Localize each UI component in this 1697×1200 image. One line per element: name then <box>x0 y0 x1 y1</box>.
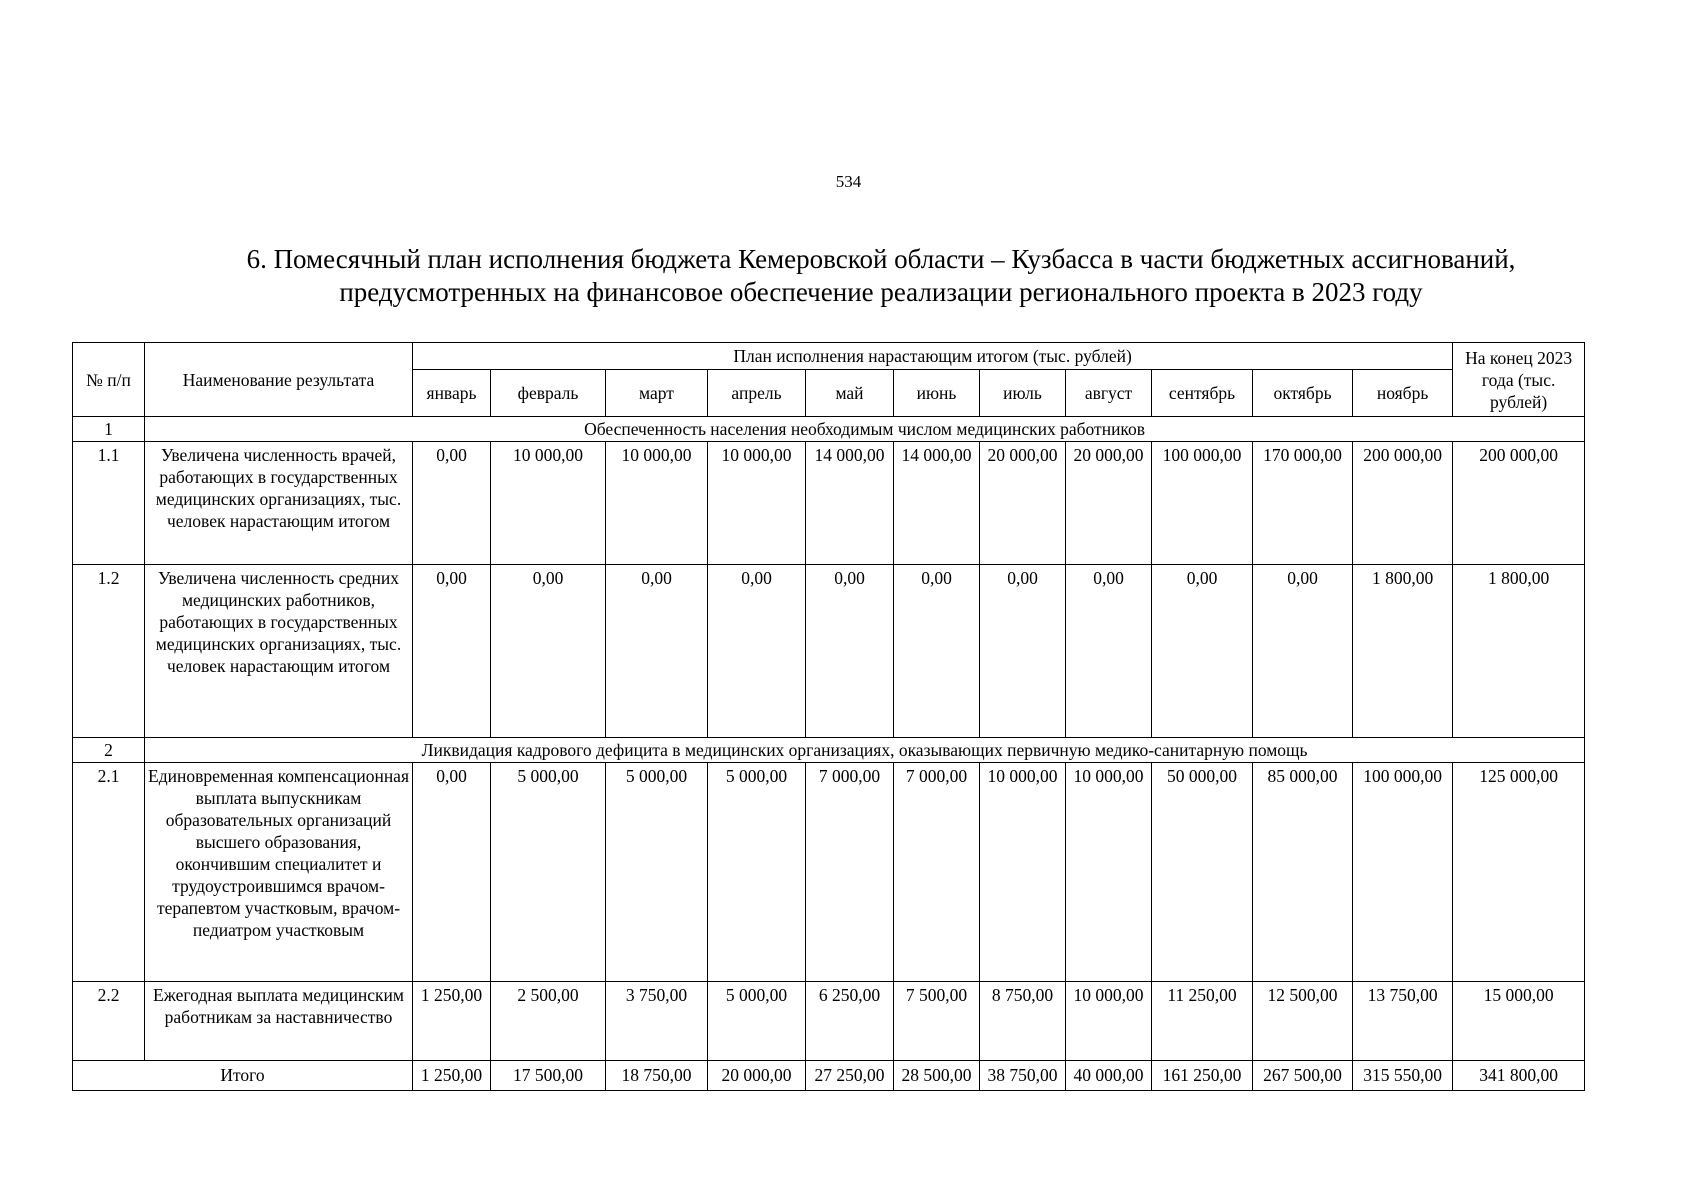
value-cell: 1 250,00 <box>413 982 491 1061</box>
row-name: Увеличена численность средних медицинских работников, работающих в государственных медицинских организациях, тыс. человек нарастающим итогом <box>145 565 413 738</box>
table-header-row <box>73 343 1585 370</box>
value-cell: 7 500,00 <box>894 982 980 1061</box>
value-cell: 0,00 <box>894 565 980 738</box>
value-cell: 8 750,00 <box>980 982 1066 1061</box>
header-name: Наименование результата <box>145 343 413 417</box>
value-cell: 10 000,00 <box>1066 982 1152 1061</box>
value-cell: 5 000,00 <box>708 982 806 1061</box>
value-cell: 10 000,00 <box>1066 763 1152 982</box>
table-row <box>73 763 1585 982</box>
value-cell: 0,00 <box>491 565 606 738</box>
header-month-jul: июль <box>980 370 1066 417</box>
header-month-aug: август <box>1066 370 1152 417</box>
row-num: 2.2 <box>73 982 145 1061</box>
value-cell: 14 000,00 <box>806 442 894 565</box>
total-value-cell: 315 550,00 <box>1353 1061 1453 1091</box>
value-cell: 13 750,00 <box>1353 982 1453 1061</box>
value-cell: 10 000,00 <box>491 442 606 565</box>
value-cell: 85 000,00 <box>1253 763 1353 982</box>
section-row <box>73 738 1585 763</box>
header-month-apr: апрель <box>708 370 806 417</box>
value-cell: 12 500,00 <box>1253 982 1353 1061</box>
total-value-cell: 17 500,00 <box>491 1061 606 1091</box>
total-value-cell: 267 500,00 <box>1253 1061 1353 1091</box>
section-title: Ликвидация кадрового дефицита в медицинских организациях, оказывающих первичную медико-санитарную помощь <box>145 738 1585 763</box>
value-cell: 0,00 <box>1152 565 1253 738</box>
total-value-cell: 1 250,00 <box>413 1061 491 1091</box>
total-value-cell: 40 000,00 <box>1066 1061 1152 1091</box>
table-row <box>73 565 1585 738</box>
header-month-may: май <box>806 370 894 417</box>
value-cell: 7 000,00 <box>894 763 980 982</box>
value-cell: 14 000,00 <box>894 442 980 565</box>
row-name: Увеличена численность врачей, работающих в государственных медицинских организациях, тыс. человек нарастающим итогом <box>145 442 413 565</box>
total-value-cell: 27 250,00 <box>806 1061 894 1091</box>
total-cell: 1 800,00 <box>1453 565 1585 738</box>
header-plan-group: План исполнения нарастающим итогом (тыс. рублей) <box>413 343 1453 370</box>
value-cell: 10 000,00 <box>980 763 1066 982</box>
value-cell: 0,00 <box>413 763 491 982</box>
row-num: 1.1 <box>73 442 145 565</box>
value-cell: 0,00 <box>413 442 491 565</box>
value-cell: 10 000,00 <box>606 442 708 565</box>
value-cell: 5 000,00 <box>708 763 806 982</box>
value-cell: 20 000,00 <box>980 442 1066 565</box>
row-name: Ежегодная выплата медицинским работникам за наставничество <box>145 982 413 1061</box>
header-month-jan: январь <box>413 370 491 417</box>
header-num: № п/п <box>73 343 145 417</box>
value-cell: 5 000,00 <box>491 763 606 982</box>
value-cell: 50 000,00 <box>1152 763 1253 982</box>
value-cell: 20 000,00 <box>1066 442 1152 565</box>
total-value-cell: 28 500,00 <box>894 1061 980 1091</box>
value-cell: 170 000,00 <box>1253 442 1353 565</box>
value-cell: 100 000,00 <box>1152 442 1253 565</box>
total-value-cell: 20 000,00 <box>708 1061 806 1091</box>
document-title-line-1: 6. Помесячный план исполнения бюджета Кемеровской области – Кузбасса в части бюджетных ассигнований, <box>246 244 1516 274</box>
header-month-jun: июнь <box>894 370 980 417</box>
value-cell: 1 800,00 <box>1353 565 1453 738</box>
value-cell: 0,00 <box>606 565 708 738</box>
table-row <box>73 982 1585 1061</box>
value-cell: 5 000,00 <box>606 763 708 982</box>
total-cell: 125 000,00 <box>1453 763 1585 982</box>
value-cell: 2 500,00 <box>491 982 606 1061</box>
total-value-cell: 38 750,00 <box>980 1061 1066 1091</box>
value-cell: 0,00 <box>980 565 1066 738</box>
value-cell: 0,00 <box>708 565 806 738</box>
header-month-feb: февраль <box>491 370 606 417</box>
section-num: 2 <box>73 738 145 763</box>
page-number: 534 <box>835 172 862 191</box>
total-value-cell: 18 750,00 <box>606 1061 708 1091</box>
total-label: Итого <box>73 1061 413 1091</box>
row-num: 1.2 <box>73 565 145 738</box>
total-cell: 15 000,00 <box>1453 982 1585 1061</box>
document-title <box>150 243 1612 309</box>
value-cell: 200 000,00 <box>1353 442 1453 565</box>
budget-plan-table <box>72 342 1585 1091</box>
table-row <box>73 442 1585 565</box>
document-title-line-2: предусмотренных на финансовое обеспечение реализации регионального проекта в 2023 году <box>339 277 1423 307</box>
section-num: 1 <box>73 417 145 442</box>
header-end-of-year: На конец 2023 года (тыс. рублей) <box>1453 343 1585 417</box>
header-month-sep: сентябрь <box>1152 370 1253 417</box>
section-title: Обеспеченность населения необходимым числом медицинских работников <box>145 417 1585 442</box>
grand-total-cell: 341 800,00 <box>1453 1061 1585 1091</box>
header-month-mar: март <box>606 370 708 417</box>
total-row <box>73 1061 1585 1091</box>
header-month-oct: октябрь <box>1253 370 1353 417</box>
value-cell: 10 000,00 <box>708 442 806 565</box>
value-cell: 0,00 <box>413 565 491 738</box>
value-cell: 100 000,00 <box>1353 763 1453 982</box>
row-name: Единовременная компенсационная выплата выпускникам образовательных организаций высшего образования, окончившим специалитет и трудоустроившимся врачом-терапевтом участковым, врачом-педиатром участковым <box>145 763 413 982</box>
value-cell: 0,00 <box>1253 565 1353 738</box>
value-cell: 0,00 <box>1066 565 1152 738</box>
header-month-nov: ноябрь <box>1353 370 1453 417</box>
value-cell: 11 250,00 <box>1152 982 1253 1061</box>
value-cell: 0,00 <box>806 565 894 738</box>
value-cell: 7 000,00 <box>806 763 894 982</box>
row-num: 2.1 <box>73 763 145 982</box>
value-cell: 6 250,00 <box>806 982 894 1061</box>
value-cell: 3 750,00 <box>606 982 708 1061</box>
total-cell: 200 000,00 <box>1453 442 1585 565</box>
total-value-cell: 161 250,00 <box>1152 1061 1253 1091</box>
section-row <box>73 417 1585 442</box>
